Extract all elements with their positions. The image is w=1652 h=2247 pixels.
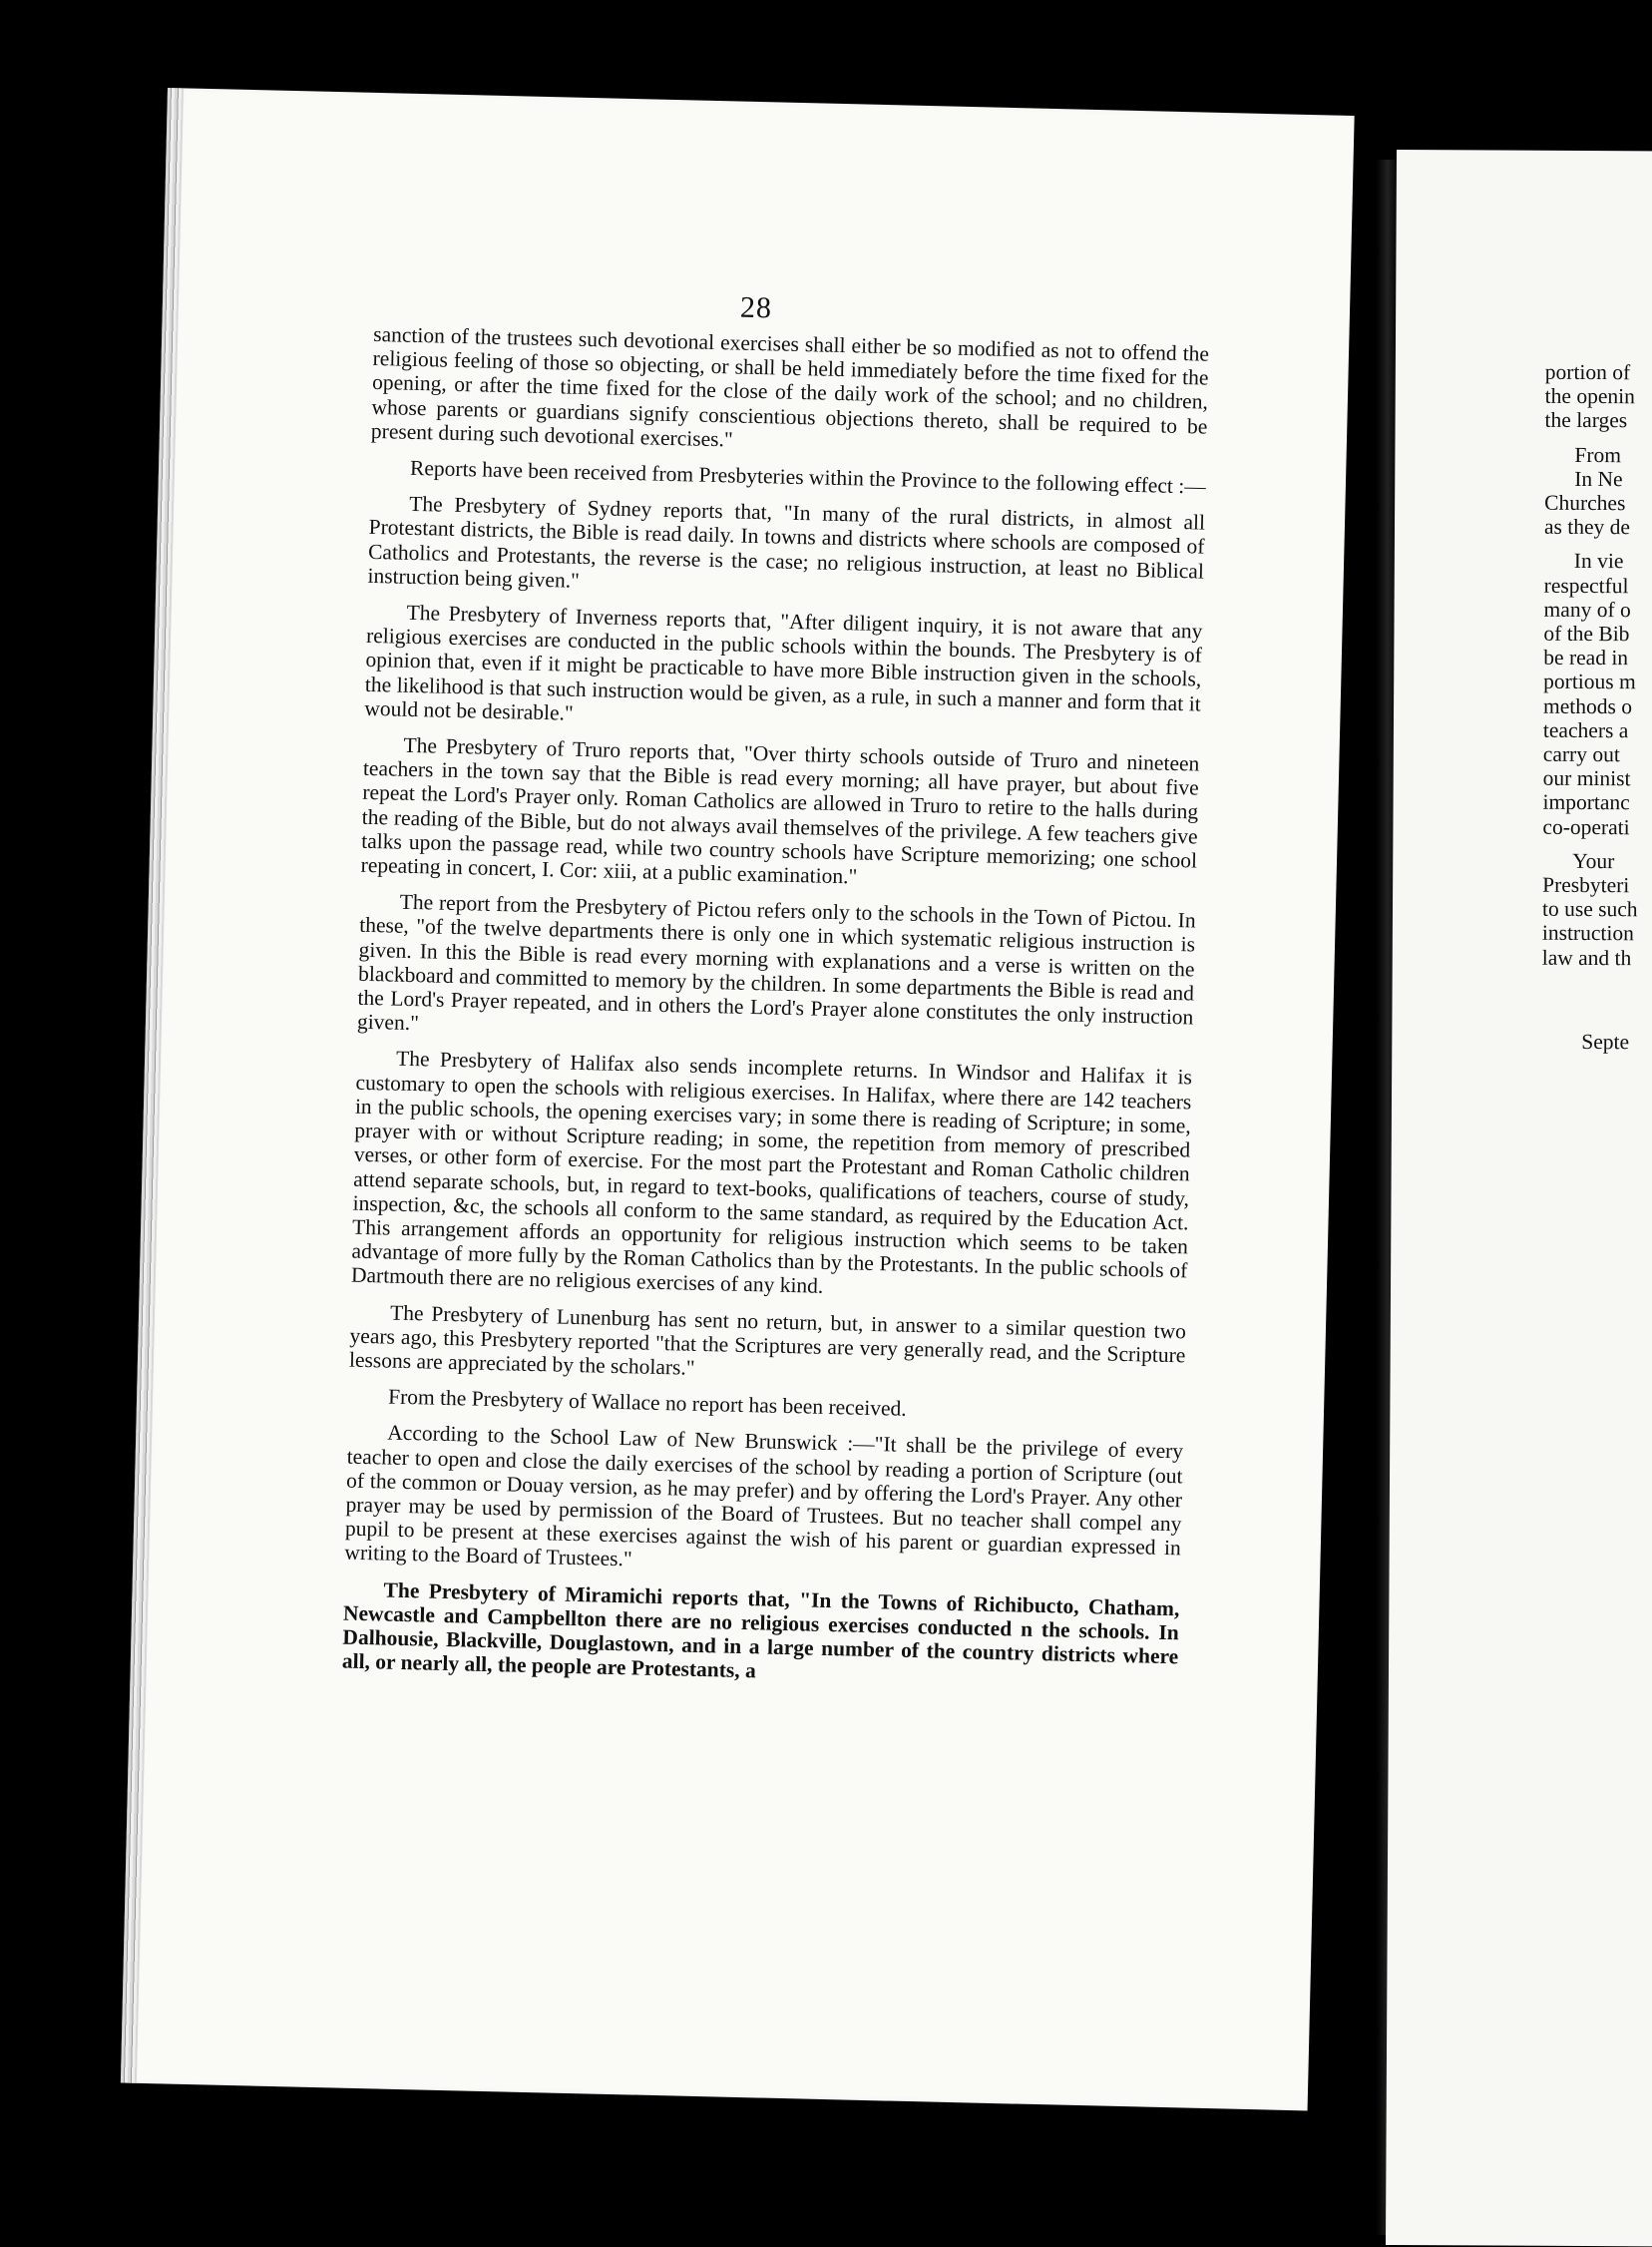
text-line: From [1574,442,1622,467]
text-line: In vie [1573,549,1624,574]
left-page [121,88,1355,2110]
paragraph: The Presbytery of Inverness reports that, "After diligent inquiry, it is not aware that any religious exercises are conducted in the public schools within the bounds. The Presbytery is of opinion that, even if it might be practicable to have more Bible instruction given in the schools, the likelihood is that such instruction would be given, as a rule, in such a manner and form that it would not be desirable." [364,600,1203,725]
text-line: methods o [1543,693,1633,718]
text-line: portion of [1544,359,1631,385]
text-line: Presbyteri [1542,872,1630,898]
paragraph: The Presbytery of Truro reports that, "Over thirty schools outside of Truro and nineteen teachers in the town say that the Bible is read every morning; all have prayer, but about five repeat the Lord's Prayer only. Roman Catholics are allowed in Truro to retire to the halls during the reading of the Bible, but do not always avail themselves of the privilege. A few teachers give talks upon the passage read, while two country schools have Scripture memorizing; one school repeating in concert, I. Cor: xiii, at a public examination." [360,732,1200,889]
paragraph: According to the School Law of New Brunswick :—"It shall be the privilege of every teacher to open and close the daily exercises of the school by reading a portion of Scripture (out of the common or Douay version, as he may prefer) and by offering the Lord's Prayer. Any other prayer may be used by permission of the Board of Trustees. But no teacher shall compel any pupil to be present at these exercises against the wish of his parent or guardian expressed in writing to the Board of Trustees." [344,1420,1184,1572]
text-line: co-operati [1542,814,1630,839]
text-line: portious m [1543,670,1636,694]
text-line: respectful [1543,573,1629,598]
paragraph: Reports have been received from Presbyteries within the Province to the following effect :— [409,455,1207,499]
right-page-fragment [1386,150,1652,2247]
text-line: the openin [1544,383,1635,409]
text-line: instruction [1541,921,1634,946]
text-line: the larges [1544,408,1628,433]
text-line: Churches [1544,490,1626,516]
paragraph: From the Presbytery of Wallace no report has been received. [387,1384,907,1421]
text-line: In Ne [1574,466,1623,492]
page-edge-stack [121,88,184,2083]
text-line: Septe [1581,1029,1630,1055]
text-line: of the Bib [1543,621,1630,647]
text-line: be read in [1543,646,1629,671]
text-line: to use such [1541,897,1638,922]
text-line: law and th [1541,945,1632,970]
paragraph: The Presbytery of Halifax also sends incomplete returns. In Windsor and Halifax it is customary to open the schools with religious exercises. In Halifax, where there are 142 teachers in the public schools, the opening exercises vary; in some there is reading of Scripture; in some, prayer with or without Scripture reading; in some, the repetition from memory of prescribed verses, or other form of exercise. For the most part the Protestant and Roman Catholic children attend separate schools, but, in regard to text-books, qualifications of teachers, course of study, inspection, &c, the schools all conform to the same standard, as required by the Education Act. This arrangement affords an opportunity for religious instruction which seems to be taken advantage of more fully by the Roman Catholics than by the Protestants. In the public schools of Dartmouth there are no religious exercises of any kind. [350,1047,1193,1299]
text-line: importanc [1542,790,1630,815]
text-line: our minist [1542,766,1631,791]
paragraph: The Presbytery of Lunenburg has sent no return, but, in answer to a similar question two years ago, this Presbytery reported "that the Scriptures are very generally read, and the Scripture lessons are appreciated by the scholars." [348,1300,1187,1380]
text-line: carry out [1542,741,1620,767]
paragraph: The report from the Presbytery of Pictou refers only to the schools in the Town of Pictou. In these, "of the twelve departments there is only one in which systematic religious instruction is given. In this the Bible is read every morning with explanations and a verse is written on the blackboard and committed to memory by the children. In some departments the Bible is read and the Lord's Prayer repeated, and in others the Lord's Prayer alone constitutes the only instruction given." [356,889,1196,1036]
page-number: 28 [739,290,773,325]
right-page-text [1541,360,1652,1055]
text-line: teachers a [1542,717,1629,743]
page-body [341,322,1209,1705]
paragraph: The Presbytery of Sydney reports that, "In many of the rural districts, in almost all Protestant districts, the Bible is read daily. In towns and districts where schools are composed of Catholics and Protestants, the reverse is the case; no religious instruction, at least no Biblical instruction being given." [367,492,1206,593]
paragraph: The Presbytery of Miramichi reports that, "In the Towns of Richibucto, Chatham, Newcastle and Campbellton there are no religious exercises conducted n the schools. In Dalhousie, Blackville, Douglastown, and in a large number of the country districts where all, or nearly all, the people are Protestants, a [341,1577,1180,1683]
text-line: Your [1572,848,1615,874]
text-line: many of o [1543,597,1631,623]
paragraph: sanction of the trustees such devotional exercises shall either be so modified as not to offend the religious feeling of those so objecting, or shall be held immediately before the time fixed for the opening, or after the time fixed for the close of the daily work of the school; and no children, whose parents or guardians signify conscientious objections thereto, shall be required to be present during such devotional exercises." [370,321,1210,452]
text-line: as they de [1543,514,1631,540]
